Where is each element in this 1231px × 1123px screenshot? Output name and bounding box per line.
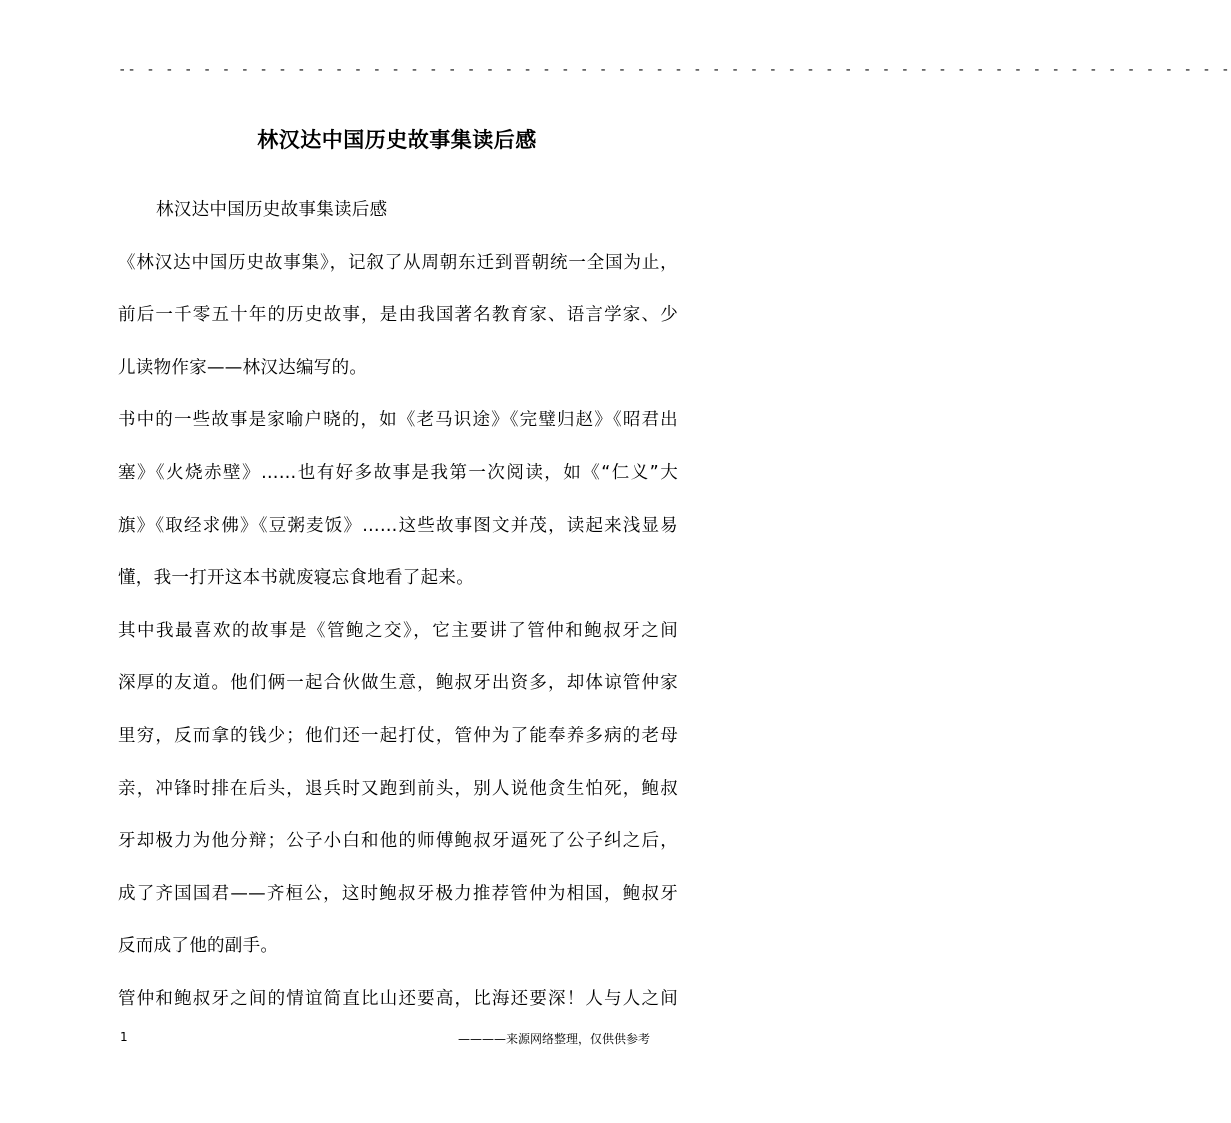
text-line: 反而成了他的副手。	[118, 936, 279, 957]
page-number: 1	[120, 1030, 128, 1044]
document-title: 林汉达中国历史故事集读后感	[257, 127, 537, 152]
text-line: 《林汉达中国历史故事集》，记叙了从周朝东迁到晋朝统一全国为止，	[118, 252, 678, 273]
text-line: 前后一千零五十年的历史故事，是由我国著名教育家、语言学家、少	[118, 305, 678, 326]
text-line: 牙却极力为他分辩；公子小白和他的师傅鲍叔牙逼死了公子纠之后，	[118, 831, 678, 852]
text-line: 书中的一些故事是家喻户晓的，如《老马识途》《完璧归赵》《昭君出	[118, 410, 678, 431]
text-line: 塞》《火烧赤壁》……也有好多故事是我第一次阅读，如《“仁义”大	[118, 462, 678, 483]
text-line: 亲，冲锋时排在后头，退兵时又跑到前头，别人说他贪生怕死，鲍叔	[118, 778, 678, 799]
text-line: 懂，我一打开这本书就废寝忘食地看了起来。	[118, 568, 474, 589]
text-line: 管仲和鲍叔牙之间的情谊简直比山还要高，比海还要深！人与人之间	[118, 988, 678, 1009]
text-line: 旗》《取经求佛》《豆粥麦饭》……这些故事图文并茂，读起来浅显易	[118, 515, 678, 536]
body-text	[118, 190, 678, 1032]
text-line: 里穷，反而拿的钱少；他们还一起打仗，管仲为了能奉养多病的老母	[118, 725, 678, 746]
text-line: 深厚的友道。他们俩一起合伙做生意，鲍叔牙出资多，却体谅管仲家	[118, 673, 678, 694]
text-line: 其中我最喜欢的故事是《管鲍之交》，它主要讲了管仲和鲍叔牙之间	[118, 620, 678, 641]
text-line: 儿读物作家——林汉达编写的。	[118, 357, 368, 378]
footer-source-note: ————来源网络整理，仅供供参考	[458, 1032, 651, 1046]
header-dashed-rule: -- - - - - - - - - - - - - - - - - - - - - - - - - - - - - - - - - - - - - - - - - - - - - - - - - - - - - - - - - - -	[118, 62, 1231, 78]
subtitle-line: 林汉达中国历史故事集读后感	[156, 200, 388, 220]
text-line: 成了齐国国君——齐桓公，这时鲍叔牙极力推荐管仲为相国，鲍叔牙	[118, 883, 678, 904]
